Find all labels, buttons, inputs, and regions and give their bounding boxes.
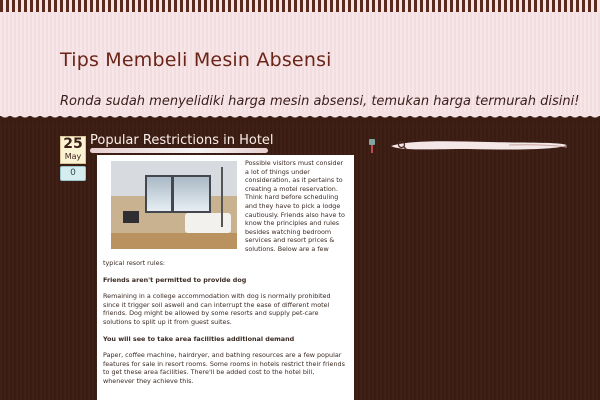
post-paragraph-1: Remaining in a college accommodation with dog is normally prohibited since it trigger soil aswell and can interrupt the ease of different motel friends. Dog might be allowed by some resorts and supply pet-care solutions to split up it from guest suites. (103, 292, 331, 326)
post-heading-2: You will see to take area facilities additional demand (103, 334, 295, 343)
post-image-room (111, 161, 237, 249)
post-content (103, 259, 347, 394)
post-date-month: May (64, 152, 82, 161)
room-window (145, 175, 211, 213)
top-stripe-border (0, 0, 600, 12)
header-scalloped-edge (0, 112, 600, 122)
post-heading-1: Friends aren't permitted to provide dog (103, 275, 247, 284)
room-tv (123, 211, 139, 223)
search-input[interactable] (411, 139, 567, 153)
post-paragraph-2: Paper, coffee machine, hairdryer, and bathing resources are a few popular features for sale in resort rooms. Some rooms in hotels restrict their friends to get these area facilities. There'll be added cost to the hotel bill, whenever they achieve this. (103, 351, 345, 385)
post-body (97, 155, 354, 400)
site-title[interactable]: Tips Membeli Mesin Absensi (60, 49, 332, 71)
post-date-day: 25 (63, 136, 83, 152)
feed-icon[interactable] (368, 138, 376, 154)
post-intro: Possible visitors must consider a lot of things under consideration, as it pertains to creating a motel reservation. Think hard before scheduling and they have to pick a lodge cautiously. Friends also have to know the principles and rules besides watching bedroom services and resort prices & solutions. Below are a few (245, 159, 345, 253)
post-title[interactable]: Popular Restrictions in Hotel (90, 133, 274, 148)
room-window-frame (171, 175, 174, 211)
search-bar (389, 137, 569, 154)
post-intro-continued: typical resort rules: (103, 259, 166, 267)
room-sofa (185, 213, 231, 233)
site-header (0, 12, 600, 116)
search-icon[interactable] (397, 140, 408, 151)
room-lamp (221, 167, 223, 227)
room-floor (111, 233, 237, 249)
comment-count-badge[interactable]: 0 (60, 166, 86, 181)
post-title-underline (90, 148, 268, 153)
site-tagline: Ronda sudah menyelidiki harga mesin absensi, temukan harga termurah disini! (60, 94, 580, 109)
post-date (60, 136, 86, 164)
